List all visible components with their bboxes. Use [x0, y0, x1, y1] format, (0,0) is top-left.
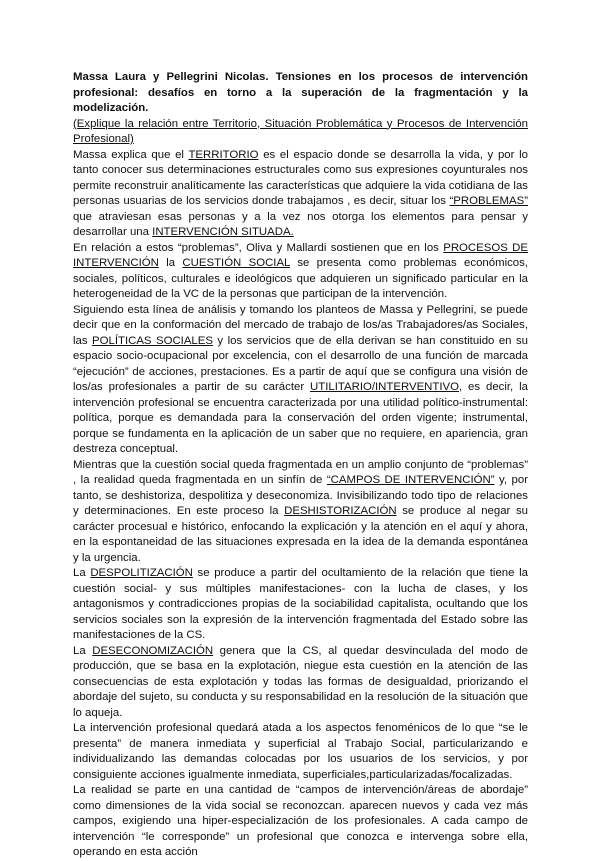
text: La	[73, 567, 91, 579]
text: Massa explica que el	[73, 148, 189, 161]
keyword-politicas-sociales: POLÍTICAS SOCIALES	[92, 334, 213, 347]
document-subtitle: (Explique la relación entre Territorio, Situación Problemática y Procesos de Intervención Profesional)	[73, 117, 528, 145]
text: que atraviesan esas personas y a la vez nos otorga los elementos para pensar y desarrollar una	[73, 210, 528, 238]
text: , es decir, la intervención profesional se encuentra caracterizada por una utilidad político-instrumental: política, porque es demandada para la conservación del orden vigente; instrumental, porque se fundamenta en la aplicación de un saber que no requiere, en apariencia, gran destreza conceptual.	[73, 381, 529, 455]
paragraph-fragmentacion	[73, 458, 528, 567]
text: es el espacio donde se desarrolla la vida, y por lo tanto conocer sus determinaciones estructurales como sus expresiones coyunturales nos permite reconstruir analíticamente las características que adquiere la vida cotidiana de las personas usuarias de los servicios donde trabajamos , es decir, situar los	[73, 148, 528, 207]
paragraph-deseconomizacion	[73, 644, 528, 722]
keyword-problemas: “PROBLEMAS”	[449, 195, 528, 207]
keyword-utilitario-interventivo: UTILITARIO/INTERVENTIVO	[310, 381, 459, 393]
text: la	[158, 257, 183, 269]
keyword-cuestion-social: CUESTIÓN SOCIAL	[182, 257, 290, 269]
document-title: Massa Laura y Pellegrini Nicolas. Tensiones en los procesos de intervención profesional: desafíos en torno a la superación de la fragmentación y la modelización.	[73, 71, 528, 114]
text: La	[73, 644, 93, 657]
paragraph-intervencion-profesional: La intervención profesional quedará atada a los aspectos fenoménicos de lo que “se le presenta” de manera inmediata y superficial al Trabajo Social, particularizando e individualizando las demandas colocadas por los usuarios de los servicios, y por consiguiente acciones igualmente inmediata, superficiales,particularizadas/focalizadas.	[73, 722, 528, 781]
keyword-territorio: TERRITORIO	[188, 148, 259, 161]
text: En relación a estos “problemas”, Oliva y Mallardi sostienen que en los	[73, 241, 444, 254]
paragraph-territorio	[73, 148, 528, 241]
text: se presenta como problemas económicos, sociales, políticos, culturales e ideológicos que adquieren un significado particular en la heterogeneidad de la VC de la personas que participan de la intervención.	[73, 257, 528, 300]
paragraph-despolitizacion	[73, 566, 528, 644]
text: y, por tanto, se deshistoriza, despolitiza y deseconomiza. Invisibilizando todo tipo de relaciones y determinaciones. En este proceso la	[73, 474, 528, 517]
text: se produce al negar su carácter procesual e histórico, enfocando la explicación y la atención en el aquí y ahora, en la espontaneidad de las situaciones expresada en la idea de la demanda espontánea y la urgencia.	[73, 505, 528, 564]
keyword-intervencion-situada: INTERVENCIÓN SITUADA.	[152, 226, 294, 238]
text: genera que la CS, al quedar desvinculada del modo de producción, que se basa en la explotación, niegue esta cuestión en la atención de las consecuencias de esta explotación y todas las formas de desigualdad, priorizando el abordaje del sujeto, su conducta y su responsabilidad en la resolución de la situación que lo aqueja.	[73, 644, 528, 719]
keyword-campos-de-intervencion: “CAMPOS DE INTERVENCIÓN”	[326, 474, 495, 486]
keyword-procesos-de-intervencion: PROCESOS DE INTERVENCIÓN	[73, 241, 528, 269]
text: Siguiendo esta línea de análisis y tomando los planteos de Massa y Pellegrini, se puede decir que en la conformación del mercado de trabajo de los/as Trabajadores/as Sociales, las	[73, 303, 528, 347]
keyword-deseconomizacion: DESECONOMIZACIÓN	[92, 644, 214, 657]
paragraph-procesos	[73, 241, 528, 303]
paragraph-politicas-sociales	[73, 303, 528, 458]
paragraph-campos: La realidad se parte en una cantidad de “campos de intervención/áreas de abordaje” como dimensiones de la vida social se reconozcan. aparecen nuevos y cada vez más campos, exigiendo una hiper-especialización de los profesionales. A cada campo de intervención “le corresponde” un profesional que conozca e intervenga sobre ella, operando en esta acción	[73, 784, 528, 858]
text: y los servicios que de ella derivan se han constituido en su espacio socio-ocupacional por excelencia, con el desarrollo de una función de marcada “ejecución” de acciones, prestaciones. Es a partir de aquí que se configura una visión de los/as profesionales a partir de su carácter	[73, 334, 528, 393]
keyword-deshistorizacion: DESHISTORIZACIÓN	[284, 505, 397, 517]
text: se produce a partir del ocultamiento de la relación que tiene la cuestión social- y sus múltiples manifestaciones- con la lucha de clases, y los antagonismos y contradicciones propias de la sociabilidad capitalista, ocultando que los servicios sociales son la expresión de la intervención fragmentada del Estado sobre las manifestaciones de la CS.	[73, 567, 528, 641]
text: Mientras que la cuestión social queda fragmentada en un amplio conjunto de “problemas” , la realidad queda fragmentada en un sinfín de	[73, 458, 528, 486]
keyword-despolitizacion: DESPOLITIZACIÓN	[90, 567, 193, 579]
